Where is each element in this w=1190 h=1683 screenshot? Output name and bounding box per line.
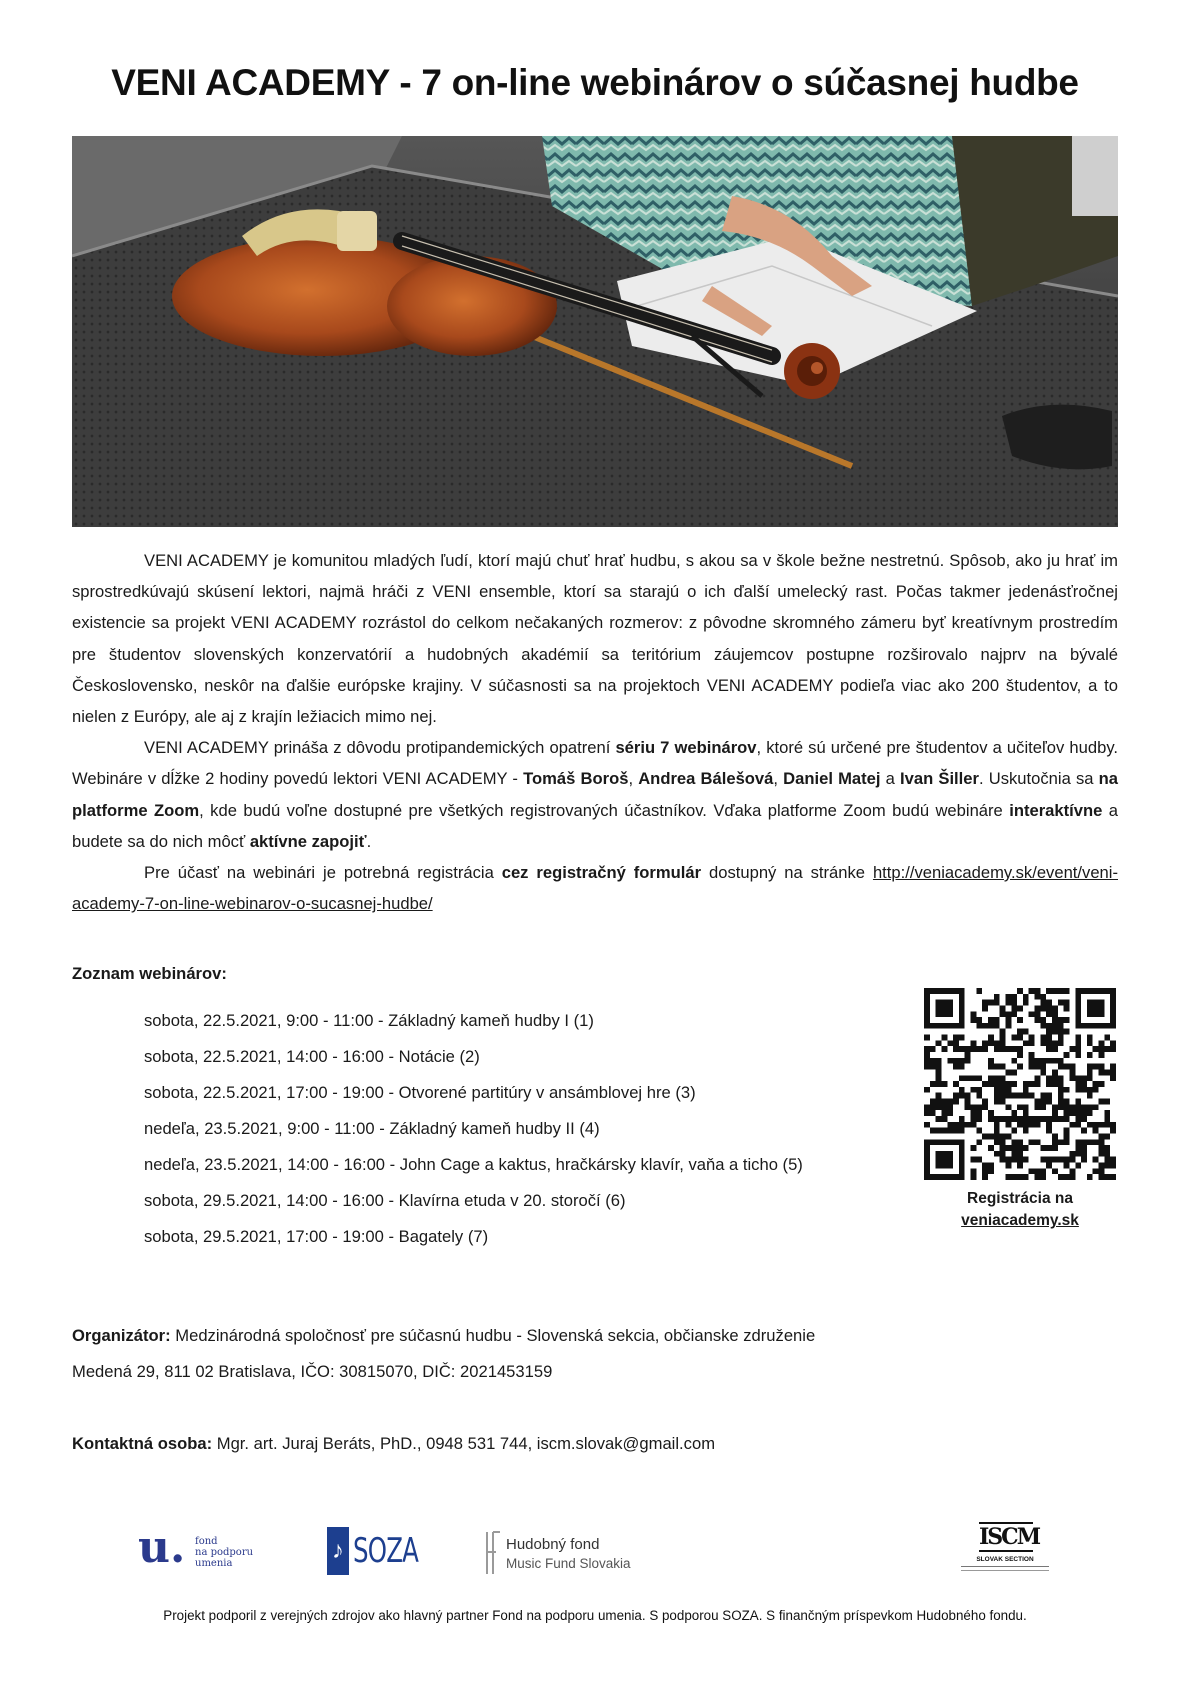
- hudobny-fond-logo: [484, 1530, 664, 1578]
- list-item: sobota, 22.5.2021, 9:00 - 11:00 - Základný kameň hudby I (1): [144, 1011, 594, 1030]
- list-item: sobota, 29.5.2021, 17:00 - 19:00 - Bagately (7): [144, 1227, 489, 1246]
- registration-link[interactable]: http://veniacademy.sk/event/veni-academy-7-on-line-webinarov-o-sucasnej-hudbe/: [72, 863, 1118, 914]
- list-item: sobota, 22.5.2021, 17:00 - 19:00 - Otvorené partitúry v ansámblovej hre (3): [144, 1083, 696, 1102]
- iscm-logo-fineprint: [961, 1566, 1049, 1567]
- webinar-list: [144, 1003, 803, 1255]
- qr-code[interactable]: [924, 988, 1116, 1180]
- organizer-line: [72, 1325, 815, 1347]
- soza-logo-mark: [327, 1527, 349, 1575]
- list-item: nedeľa, 23.5.2021, 9:00 - 11:00 - Základný kameň hudby II (4): [144, 1119, 600, 1138]
- photo-illustration: [72, 136, 1118, 527]
- iscm-logo-subtitle: SLOVAK SECTION: [976, 1556, 1034, 1563]
- list-item: nedeľa, 23.5.2021, 14:00 - 16:00 - John Cage a kaktus, hračkársky klavír, vaňa a ticho (5): [144, 1155, 803, 1174]
- qr-modules: [924, 988, 1116, 1180]
- webinar-list-title: Zoznam webinárov:: [72, 964, 227, 983]
- organizer-label: Organizátor:: [72, 1326, 171, 1345]
- iscm-logo-fineprint: [961, 1570, 1049, 1571]
- iscm-logo: [955, 1522, 1067, 1584]
- fpu-logo-text: umenia: [195, 1558, 233, 1569]
- intro-paragraph-2: VENI ACADEMY prináša z dôvodu protipandemických opatrení sériu 7 webinárov, ktoré sú určené pre študentov a učiteľov hudby. Webináre v dĺžke 2 hodiny povedú lektori VENI ACADEMY - Tomáš Boroš, Andrea Bálešová, Daniel Matej a Ivan Šiller. Uskutočnia sa na platforme Zoom, kde budú voľne dostupné pre všetkých registrovaných účastníkov. Vďaka platforme Zoom budú webináre interaktívne a budete sa do nich môcť aktívne zapojiť.: [72, 738, 1118, 851]
- contact-label: Kontaktná osoba:: [72, 1434, 213, 1453]
- soza-logo: [327, 1527, 417, 1577]
- organizer-address: Medená 29, 811 02 Bratislava, IČO: 30815070, DIČ: 2021453159: [72, 1362, 553, 1381]
- footer-note: Projekt podporil z verejných zdrojov ako hlavný partner Fond na podporu umenia. S podporou SOZA. S finančným príspevkom Hudobného fondu.: [163, 1608, 1027, 1623]
- qr-caption-link[interactable]: veniacademy.sk: [961, 1212, 1079, 1229]
- list-item: sobota, 29.5.2021, 14:00 - 16:00 - Klavírna etuda v 20. storočí (6): [144, 1191, 626, 1210]
- fpu-logo-text: fond: [195, 1536, 218, 1547]
- hudobny-fond-subtext: Music Fund Slovakia: [506, 1556, 631, 1571]
- list-item: sobota, 22.5.2021, 14:00 - 16:00 - Notácie (2): [144, 1047, 480, 1066]
- iscm-logo-mark: ISCM: [979, 1524, 1040, 1550]
- fpu-logo-text: na podporu: [195, 1547, 254, 1558]
- hudobny-fond-text: Hudobný fond: [506, 1536, 600, 1553]
- hudobny-fond-mark-icon: [484, 1530, 502, 1576]
- qr-caption: [900, 1188, 1140, 1232]
- intro-text: [72, 545, 1118, 919]
- fpu-logo-mark: u.: [138, 1522, 186, 1573]
- contact-line: [72, 1433, 715, 1455]
- fpu-logo: [138, 1522, 268, 1580]
- page-title: VENI ACADEMY - 7 on-line webinárov o súčasnej hudbe: [111, 62, 1079, 103]
- qr-code-graphic: [924, 988, 1116, 1180]
- organizer-name: Medzinárodná spoločnosť pre súčasnú hudbu - Slovenská sekcia, občianske združenie: [170, 1326, 816, 1345]
- intro-paragraph-1: VENI ACADEMY je komunitou mladých ľudí, ktorí majú chuť hrať hudbu, s akou sa v škole bežne nestretnú. Spôsob, ako ju hrať im sprostredkúvajú skúsení lektori, najmä hráči z VENI ensemble, ktorí sa starajú o ich ďalší umelecký rast. Počas takmer jedenásťročnej existencie sa projekt VENI ACADEMY rozrástol do celkom nečakaných rozmerov: z pôvodne skromného zámeru byť kreatívnym prostredím pre študentov slovenských konzervatórií a hudobných akadémií sa teritórium záujemcov postupne rozširovalo najprv na bývalé Československo, neskôr na ďalšie európske krajiny. V súčasnosti sa na projektoch VENI ACADEMY podieľa viac ako 200 študentov, a to nielen z Európy, ale aj z krajín ležiacich mimo nej.: [72, 551, 1118, 727]
- violin-photo: [72, 136, 1118, 527]
- intro-paragraph-3: Pre účasť na webinári je potrebná registrácia cez registračný formulár dostupný na stránke http://veniacademy.sk/event/veni-academy-7-on-line-webinarov-o-sucasnej-hudbe/: [72, 863, 1118, 914]
- contact-value: Mgr. art. Juraj Beráts, PhD., 0948 531 744, iscm.slovak@gmail.com: [212, 1434, 716, 1453]
- music-note-icon: ♪: [332, 1537, 344, 1564]
- qr-caption-text: Registrácia na: [967, 1190, 1073, 1207]
- soza-logo-text: SOZA: [353, 1531, 419, 1571]
